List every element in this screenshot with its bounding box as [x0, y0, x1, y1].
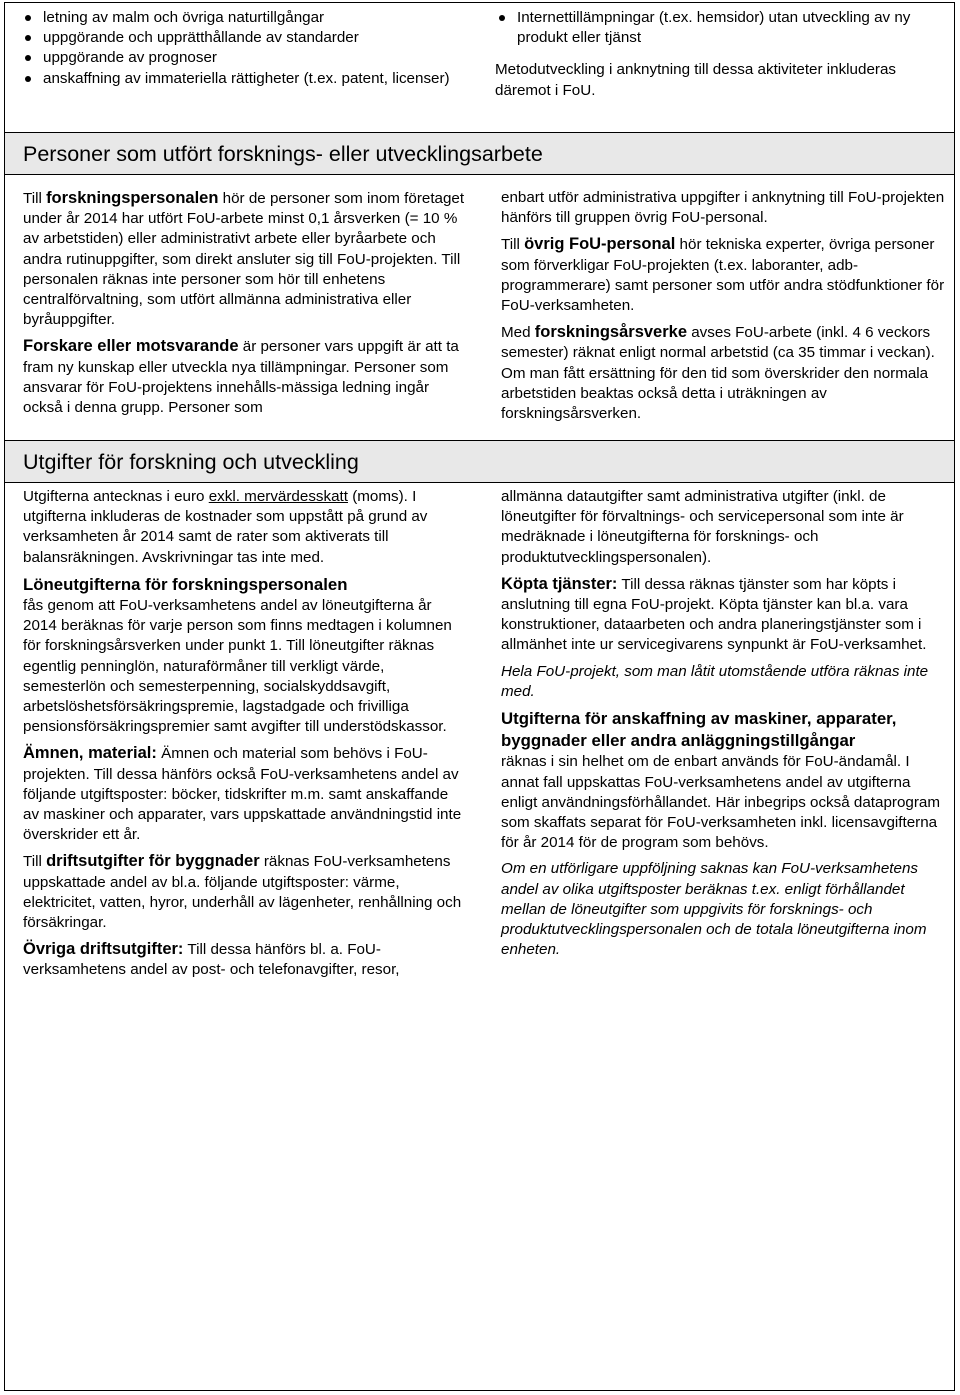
text: avses FoU-arbete (inkl. 4 6 veckors semester) räknat enligt normal arbetstid (ca 35 timmar i veckan). Om man fått ersättning för den tid som överskrider den normala arbetstiden beaktas också detta i uträkningen av forskningsårsverken.	[501, 324, 935, 423]
paragraph	[501, 322, 946, 424]
italic-note: Hela FoU-projekt, som man låtit utomstående utföra räknas inte med.	[501, 662, 929, 700]
list-item-text: uppgörande och upprätthållande av standarder	[43, 29, 359, 47]
paragraph	[23, 487, 468, 568]
section-title: Personer som utfört forsknings- eller utvecklingsarbete	[23, 142, 543, 166]
list-item	[21, 8, 451, 28]
bullet-icon	[25, 35, 31, 41]
term-researchers: Forskare eller motsvarande	[23, 337, 239, 356]
activity-list-section	[5, 3, 954, 130]
text: Ämnen och material som behövs i FoU-projekten. Till dessa hänförs också FoU-verksamhetens andel av följande utgiftsposter: böcker, tidskrifter m.m. samt anskaffande av maskiner och apparater, vars uppskattade användningstid inte överskrider ett år.	[23, 745, 462, 844]
method-development-note: Metodutveckling i anknytning till dessa aktiviteter inkluderas däremot i FoU.	[495, 61, 896, 99]
section-header-expenditure	[5, 440, 954, 483]
term-other-operating-costs: Övriga driftsutgifter:	[23, 940, 184, 959]
text: Till dessa räknas tjänster som har köpts i anslutning till egna FoU-projekt. Köpta tjänster kan bl.a. vara konstruktioner, dataarbeten och andra planeringstjänster som i allmänhet inte ur servicegivarens synpunkt är FoU-verksamhet.	[501, 575, 927, 654]
paragraph	[501, 574, 946, 656]
personnel-right-column	[501, 188, 946, 430]
bullet-icon	[25, 76, 31, 82]
text: Till dessa hänförs bl. a. FoU-verksamhetens andel av post- och telefonavgifter, resor,	[23, 941, 400, 979]
bullet-icon	[25, 55, 31, 61]
subheading-capital-expenditure: Utgifterna för anskaffning av maskiner, apparater, byggnader eller andra anläggningstillgångar	[501, 709, 897, 751]
list-item-text: anskaffning av immateriella rättigheter (t.ex. patent, licenser)	[43, 69, 450, 87]
text: räknas FoU-verksamhetens uppskattade andel av bl.a. följande utgiftsposter: värme, elektricitet, vatten, hyror, underhåll av lägenheter, renhållning och försäkringar.	[23, 853, 462, 932]
list-item-text: uppgörande av prognoser	[43, 49, 217, 67]
list-item	[21, 69, 451, 89]
text: Till	[23, 853, 47, 871]
text: Till	[501, 236, 525, 254]
text: räknas i sin helhet om de enbart används för FoU-ändamål. I annat fall uppskattas FoU-verksamhetens andel av utgifterna enligt användningsförhållandet. Här inbegrips också dataprogram som skaffats separat för FoU-verksamheten inkl. licensavgifterna för år 2014 för de program som behövs.	[501, 753, 941, 852]
paragraph	[501, 708, 946, 853]
expenditure-left-column	[23, 487, 468, 987]
excluded-activities-list-continued	[495, 8, 945, 48]
text: hör de personer som inom företaget under år 2014 har utfört FoU-arbete minst 0,1 årsverken (= 10 % av arbetstiden) eller administrativt arbete eller byråarbete och andra rutinuppgifter, som direkt ansluter sig till FoU-projekten. Till personalen räknas inte personer som hör till enhetens centralförvaltning, som utfört allmänna administrativa eller byråuppgifter.	[23, 190, 465, 329]
list-item-text: Internettillämpningar (t.ex. hemsidor) utan utveckling av ny produkt eller tjänst	[517, 9, 911, 47]
paragraph: allmänna datautgifter samt administrativa utgifter (inkl. de löneutgifter för förvaltnings- och servicepersonal som inte är medräknade i löneutgifterna för forsknings- och produktutvecklingspersonalen).	[501, 488, 904, 566]
list-item	[495, 8, 945, 48]
list-item	[21, 28, 451, 48]
paragraph: enbart utför administrativa uppgifter i anknytning till FoU-projekten hänförs till gruppen övrig FoU-personal.	[501, 189, 945, 227]
underlined-term: exkl. mervärdesskatt	[208, 488, 348, 505]
text: Med	[501, 324, 535, 342]
paragraph	[501, 234, 946, 316]
paragraph	[23, 851, 468, 933]
term-materials: Ämnen, material:	[23, 744, 157, 763]
expenditure-right-column	[501, 487, 946, 966]
paragraph	[23, 574, 468, 738]
text: (moms). I utgifterna inkluderas de kostnader som uppstått på grund av verksamheten år 2014 samt de rater som aktiverats till balansräkningen. Avskrivningar tas inte med.	[23, 488, 428, 566]
subheading-wage-costs: Löneutgifterna för forskningspersonalen	[23, 574, 348, 594]
italic-note: Om en utförligare uppföljning saknas kan FoU-verksamhetens andel av olika utgiftsposter beräknas t.ex. enligt förhållandet mellan de löneutgifter som uppgivits för forsknings- och produktutvecklingspersonalen och de totala löneutgifterna inom enheten.	[501, 860, 927, 959]
term-other-personnel: övrig FoU-personal	[524, 235, 676, 254]
term-research-personnel: forskningspersonalen	[46, 189, 219, 207]
text: Till	[23, 190, 47, 207]
text: är personer vars uppgift är att ta fram ny kunskap eller utveckla nya tillämpningar. Personer som ansvarar för FoU-projektens innehålls-mässiga ledning ingår också i denna grupp. Personer som	[23, 338, 459, 417]
bullet-icon	[25, 15, 31, 21]
paragraph	[23, 743, 468, 845]
paragraph	[23, 939, 468, 980]
term-building-costs: driftsutgifter för byggnader	[46, 852, 260, 871]
text: Utgifterna antecknas i euro	[23, 488, 209, 505]
list-item-text: letning av malm och övriga naturtillgångar	[43, 9, 325, 26]
paragraph	[23, 188, 468, 330]
list-item	[21, 48, 451, 68]
term-purchased-services: Köpta tjänster:	[501, 574, 618, 593]
term-research-man-year: forskningsårsverke	[534, 323, 688, 342]
section-title: Utgifter för forskning och utveckling	[23, 450, 359, 474]
bullet-icon	[499, 15, 505, 21]
personnel-left-column	[23, 188, 468, 424]
text: fås genom att FoU-verksamhetens andel av löneutgifterna år 2014 beräknas för varje person som finns medtagen i kolumnen för forskningsårsverken under punkt 1. Till löneutgifter räknas egentlig penninglön, naturaförmåner till verkligt värde, semesterlön och semesterpenning, socialskyddsavgift, arbetslöshetsförsäkringspremie, lagstadgade och frivilliga pensionsförsäkringspremier samt avgifter till understödskassor.	[23, 597, 452, 736]
paragraph	[23, 336, 468, 418]
right-bullet-column	[495, 8, 945, 101]
text: hör tekniska experter, övriga personer som förverkligar FoU-projekten (t.ex. laboranter, adb-programmerare) samt personer som utför andra stödfunktioner för FoU-verksamheten.	[501, 236, 945, 315]
left-bullet-column	[21, 8, 451, 89]
section-header-personnel	[5, 132, 954, 175]
excluded-activities-list	[21, 8, 451, 89]
form-page-frame	[4, 2, 955, 1391]
